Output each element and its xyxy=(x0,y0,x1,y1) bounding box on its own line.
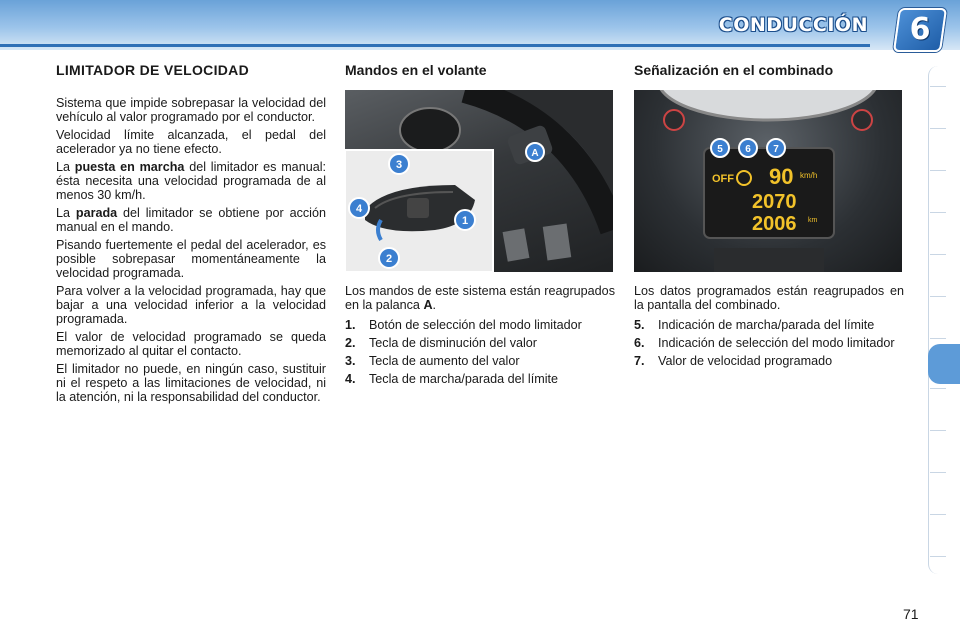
tab-divider xyxy=(930,430,946,431)
chapter-number: 6 xyxy=(909,12,931,47)
seatbelt-lamp-icon xyxy=(852,110,872,130)
callout-label: 3 xyxy=(395,159,403,171)
display-list xyxy=(634,318,904,368)
lcd-unit: km/h xyxy=(800,171,818,180)
controls-list xyxy=(345,318,615,386)
tab-divider xyxy=(930,556,946,557)
item-number: 5. xyxy=(634,318,645,332)
text: del limitador es manual: ésta necesita una velocidad programada de al menos 30 km/h. xyxy=(56,160,326,202)
paragraph: Pisando fuertemente el pedal del acelerador, es posible sobrepasar momentáneamente la velocidad programada. xyxy=(56,238,326,280)
callout-2 xyxy=(379,248,399,268)
list-item xyxy=(345,354,615,368)
callout-5 xyxy=(711,139,729,157)
paragraph: Para volver a la velocidad programada, hay que bajar a una velocidad inferior a la velocidad programada. xyxy=(56,284,326,326)
bold-term: A xyxy=(423,298,433,312)
item-text: Tecla de aumento del valor xyxy=(369,354,520,368)
column-speed-limiter xyxy=(56,60,326,408)
lcd-off-label: OFF xyxy=(712,173,734,185)
chapter-tab-column xyxy=(928,66,951,574)
item-number: 4. xyxy=(345,372,356,386)
paragraph xyxy=(56,206,326,234)
tab-divider xyxy=(930,212,946,213)
tab-divider xyxy=(930,388,946,389)
callout-label: 7 xyxy=(773,144,779,155)
bold-term: parada xyxy=(75,206,118,220)
paragraph xyxy=(56,160,326,202)
tab-divider xyxy=(930,128,946,129)
column-steering-controls xyxy=(345,60,615,390)
list-item xyxy=(634,354,904,368)
tab-divider xyxy=(930,472,946,473)
lcd-speed: 90 xyxy=(769,164,794,189)
text: La xyxy=(56,206,76,220)
paragraph: El limitador no puede, en ningún caso, sustituir ni el respeto a las limitaciones de velocidad, ni la atención, ni la responsabilidad del conductor. xyxy=(56,362,326,404)
paragraph: Velocidad límite alcanzada, el pedal del acelerador ya no tiene efecto. xyxy=(56,128,326,156)
callout-6 xyxy=(739,139,757,157)
callout-label: 1 xyxy=(461,215,469,227)
item-text: Indicación de marcha/parada del límite xyxy=(658,318,875,332)
lcd-line-3: 2006 xyxy=(752,213,797,235)
paragraph: Los datos programados están reagrupados en la pantalla del combinado. xyxy=(634,284,904,312)
text: La xyxy=(56,160,75,174)
callout-1 xyxy=(455,210,475,230)
header-rule xyxy=(0,44,870,47)
item-number: 6. xyxy=(634,336,645,350)
tab-divider xyxy=(930,514,946,515)
tab-divider xyxy=(930,170,946,171)
paragraph xyxy=(345,284,615,312)
callout-4 xyxy=(349,198,369,218)
text: . xyxy=(432,298,437,312)
item-text: Tecla de marcha/parada del límite xyxy=(369,372,559,386)
list-item xyxy=(634,318,904,332)
item-text: Tecla de disminución del valor xyxy=(369,336,538,350)
item-text: Indicación de selección del modo limitador xyxy=(658,336,895,350)
callout-label: A xyxy=(531,148,539,159)
bold-term: puesta en marcha xyxy=(74,160,185,174)
callout-label: 5 xyxy=(717,144,723,155)
lcd-line-2: 2070 xyxy=(752,191,797,213)
list-item xyxy=(345,372,615,386)
section-heading: Mandos en el volante xyxy=(345,62,487,78)
item-number: 2. xyxy=(345,336,356,350)
callout-label: 2 xyxy=(385,253,393,265)
lcd-unit-km: km xyxy=(808,217,818,224)
callout-label: 6 xyxy=(745,144,751,155)
list-item xyxy=(634,336,904,350)
list-item xyxy=(345,318,615,332)
instrument-cluster-illustration xyxy=(634,90,902,272)
paragraph: El valor de velocidad programado se queda memorizado al quitar el contacto. xyxy=(56,330,326,358)
list-item xyxy=(345,336,615,350)
chapter-badge xyxy=(893,8,947,52)
item-number: 7. xyxy=(634,354,645,368)
item-number: 1. xyxy=(345,318,356,332)
item-number: 3. xyxy=(345,354,356,368)
callout-3 xyxy=(389,154,409,174)
active-chapter-tab[interactable] xyxy=(928,344,960,384)
column-instrument-display xyxy=(634,60,904,372)
section-heading: LIMITADOR DE VELOCIDAD xyxy=(56,62,250,78)
paragraph: Sistema que impide sobrepasar la velocidad del vehículo al valor programado por el conductor. xyxy=(56,96,326,124)
item-text: Valor de velocidad programado xyxy=(658,354,833,368)
instrument-cluster-photo xyxy=(634,90,902,272)
callout-label: 4 xyxy=(355,203,363,215)
tab-divider xyxy=(930,86,946,87)
callout-a xyxy=(526,143,544,161)
section-heading: Señalización en el combinado xyxy=(634,62,834,78)
page-number: 71 xyxy=(903,606,919,622)
steering-wheel-illustration xyxy=(345,90,613,272)
callout-7 xyxy=(767,139,785,157)
item-text: Botón de selección del modo limitador xyxy=(369,318,582,332)
tab-divider xyxy=(930,338,946,339)
tab-divider xyxy=(930,296,946,297)
text: del limitador se obtiene por acción manual en el mando. xyxy=(56,206,326,234)
chapter-title: CONDUCCIÓN xyxy=(718,14,868,36)
text: Los mandos de este sistema están reagrupados en la palanca xyxy=(345,284,615,312)
steering-wheel-photo xyxy=(345,90,613,272)
warning-lamp-icon xyxy=(664,110,684,130)
tab-divider xyxy=(930,254,946,255)
